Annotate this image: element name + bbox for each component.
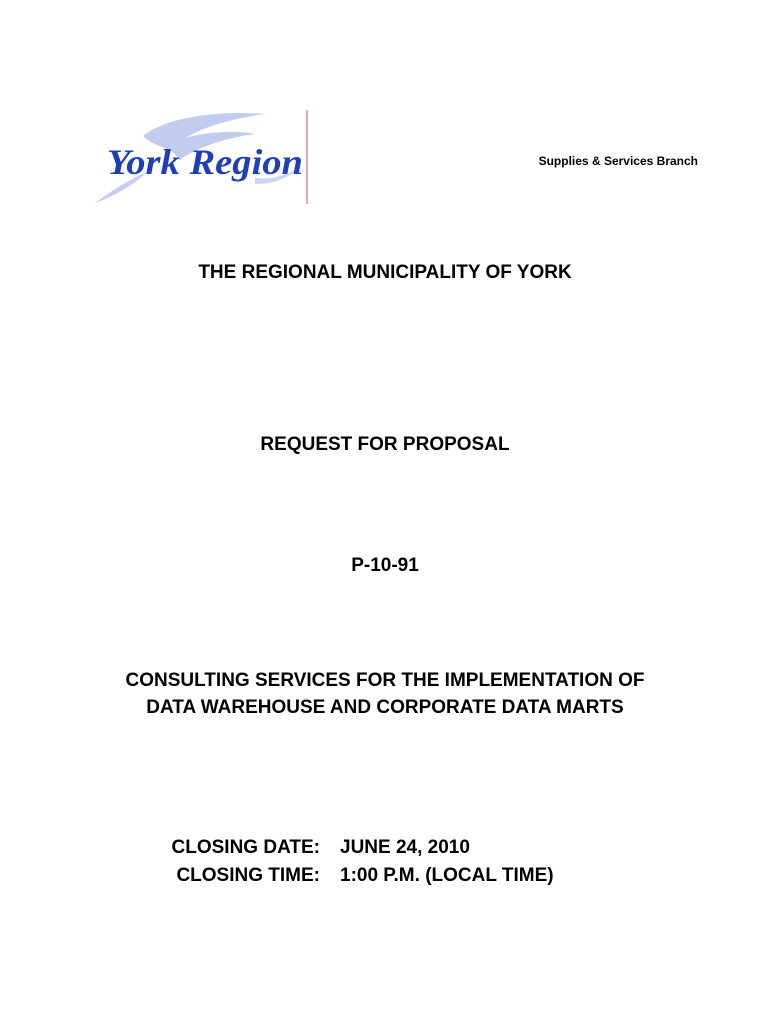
york-region-logo: [85, 108, 315, 208]
closing-details: [0, 834, 770, 890]
closing-time-label: CLOSING TIME:: [176, 865, 320, 886]
logo-text: York Region: [107, 142, 303, 182]
proposal-title-line-1: CONSULTING SERVICES FOR THE IMPLEMENTATION OF: [125, 670, 645, 691]
closing-date-row: [0, 834, 770, 862]
closing-date-value: JUNE 24, 2010: [340, 837, 470, 858]
branch-name: Supplies & Services Branch: [538, 154, 698, 168]
closing-time-row: [0, 862, 770, 890]
closing-date-label: CLOSING DATE:: [171, 837, 320, 858]
request-type-heading: REQUEST FOR PROPOSAL: [260, 434, 510, 455]
proposal-number: P-10-91: [351, 555, 419, 576]
closing-time-value: 1:00 P.M. (LOCAL TIME): [340, 865, 554, 886]
municipality-heading: THE REGIONAL MUNICIPALITY OF YORK: [198, 262, 572, 283]
proposal-title: [0, 667, 770, 721]
proposal-title-line-2: DATA WAREHOUSE AND CORPORATE DATA MARTS: [146, 697, 624, 718]
